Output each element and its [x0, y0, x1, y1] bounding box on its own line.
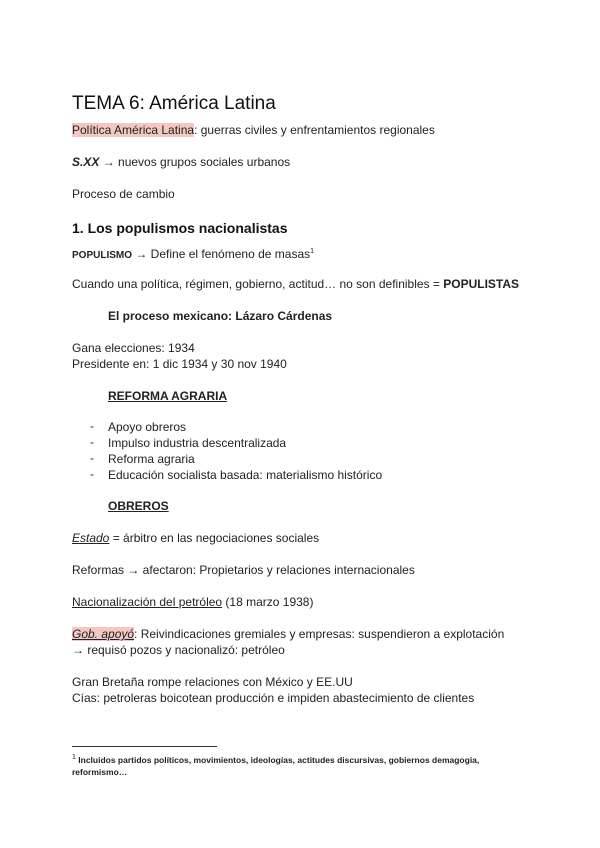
nacionalizacion-line	[72, 594, 313, 610]
reforma-agraria-heading: REFORMA AGRARIA	[108, 389, 228, 403]
nacionalizacion-underlined: Nacionalización del petróleo	[72, 595, 223, 609]
reformas-line: Reformas → afectaron: Propietarios y relaciones internacionales	[72, 563, 415, 577]
presidente-line: Presidente en: 1 dic 1934 y 30 nov 1940	[72, 357, 287, 371]
list-item: Impulso industria descentralizada	[108, 436, 287, 450]
list-item: Apoyo obreros	[108, 420, 187, 434]
bullet-marker: -	[90, 435, 94, 449]
footnote-number: 1	[72, 754, 76, 761]
estado-rest: = árbitro en las negociaciones sociales	[109, 531, 320, 545]
estado-word: Estado	[72, 531, 110, 545]
gob-highlight: Gob. apoyó	[72, 627, 135, 641]
bullet-marker: -	[90, 467, 94, 481]
sxx-label: S.XX	[72, 155, 100, 169]
section-heading-populismos: 1. Los populismos nacionalistas	[72, 220, 288, 236]
definibles-line	[72, 276, 519, 292]
footnote-ref: 1	[310, 248, 315, 255]
politica-highlight: Política América Latina	[72, 123, 195, 137]
gob-line	[72, 626, 504, 642]
nacionalizacion-rest: (18 marzo 1938)	[222, 595, 314, 609]
cias-line: Cías: petroleras boicotean producción e impiden abastecimiento de clientes	[72, 691, 475, 705]
obreros-heading: OBREROS	[108, 499, 169, 513]
populismo-label: POPULISMO	[72, 250, 133, 261]
politica-rest: : guerras civiles y enfrentamientos regionales	[194, 123, 435, 137]
bullet-marker: -	[90, 451, 94, 465]
estado-line	[72, 530, 319, 546]
populismo-line	[72, 244, 314, 264]
sxx-rest: → nuevos grupos sociales urbanos	[99, 155, 291, 169]
list-item: Educación socialista basada: materialismo histórico	[108, 468, 383, 482]
definibles-text: Cuando una política, régimen, gobierno, actitud… no son definibles =	[72, 277, 444, 291]
populistas-bold: POPULISTAS	[443, 277, 520, 291]
politica-line	[72, 122, 435, 138]
footnote-text: Incluidos partidos políticos, movimientos, ideologías, actitudes discursivas, gobiernos demagogia, reformismo…	[72, 754, 480, 777]
subheading-mexico: El proceso mexicano: Lázaro Cárdenas	[108, 309, 333, 323]
page-title: TEMA 6: América Latina	[72, 93, 276, 114]
bullet-marker: -	[90, 419, 94, 433]
gran-bretana-line: Gran Bretaña rompe relaciones con México y EE.UU	[72, 675, 353, 689]
gob-rest: : Reivindicaciones gremiales y empresas: suspendieron a explotación	[134, 627, 505, 641]
gana-line: Gana elecciones: 1934	[72, 341, 195, 355]
gob-line-2: → requisó pozos y nacionalizó: petróleo	[72, 643, 285, 657]
footnote	[72, 752, 532, 778]
footnote-divider	[72, 746, 217, 747]
sxx-line	[72, 154, 290, 170]
populismo-rest: → Define el fenómeno de masas	[132, 247, 311, 261]
list-item: Reforma agraria	[108, 452, 195, 466]
proceso-line: Proceso de cambio	[72, 187, 175, 201]
